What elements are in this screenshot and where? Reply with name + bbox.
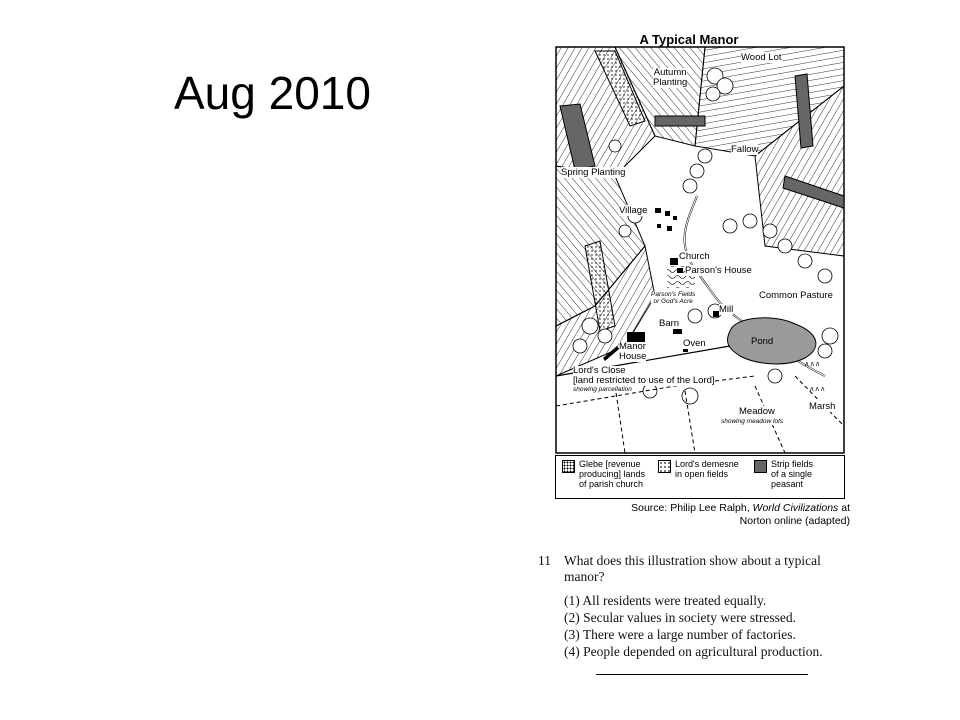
label-church: Church	[679, 251, 710, 262]
answer-choice: (3) There were a large number of factories.	[564, 627, 796, 642]
label-autumn-planting: Autumn Planting	[653, 67, 688, 88]
peasant-strip-field	[655, 116, 705, 126]
answer-choice: (1) All residents were treated equally.	[564, 593, 767, 608]
label-manor-house: Manor House	[619, 341, 647, 362]
question-text: What does this illustration show about a typical manor?	[564, 553, 821, 584]
glebe-swatch	[562, 460, 575, 473]
svg-text:ʌ ʌ ʌ: ʌ ʌ ʌ	[805, 361, 820, 368]
map-legend	[555, 455, 845, 499]
answer-choice: (4) People depended on agricultural production.	[564, 644, 823, 659]
manor-map	[555, 46, 845, 454]
label-oven: Oven	[683, 338, 706, 349]
label-spring-planting: Spring Planting	[561, 167, 626, 178]
label-meadow: Meadow	[739, 406, 775, 417]
label-barn: Barn	[659, 318, 680, 329]
divider-line	[596, 674, 808, 675]
label-showing-meadow-lots: showing meadow lots	[721, 418, 784, 425]
label-common-pasture: Common Pasture	[759, 290, 833, 301]
label-lords-close: Lord's Close [land restricted to use of the Lord]	[573, 365, 715, 386]
strip-field-swatch	[754, 460, 767, 473]
legend-item-glebe: Glebe [revenue producing] lands of parish church	[556, 456, 652, 498]
svg-text:ʌ ʌ ʌ: ʌ ʌ ʌ	[810, 386, 825, 393]
legend-item-strip-fields: Strip fields of a single peasant	[748, 456, 844, 498]
answer-choice: (2) Secular values in society were stressed.	[564, 610, 797, 625]
manor-map-title: A Typical Manor	[639, 32, 739, 47]
question-number: 11	[538, 553, 551, 568]
barn-building	[673, 329, 682, 334]
parsons-house-building	[677, 268, 683, 273]
label-mill: Mill	[719, 304, 734, 315]
label-wood-lot: Wood Lot	[741, 52, 782, 63]
church-building	[670, 258, 678, 265]
label-parsons-fields: Parson's Fields or God's Acre	[651, 291, 696, 305]
label-village: Village	[619, 205, 648, 216]
label-fallow: Fallow	[731, 144, 759, 155]
label-parsons-house: Parson's House	[685, 265, 752, 276]
label-marsh: Marsh	[809, 401, 836, 412]
source-citation: Source: Philip Lee Ralph, World Civilizations at Norton online (adapted)	[631, 502, 850, 527]
demesne-swatch	[658, 460, 671, 473]
slide-title: Aug 2010	[174, 67, 371, 119]
label-showing-parcellation: showing parcellation	[573, 386, 632, 393]
legend-item-demesne: Lord's demesne in open fields	[652, 456, 748, 498]
label-pond: Pond	[751, 336, 774, 347]
